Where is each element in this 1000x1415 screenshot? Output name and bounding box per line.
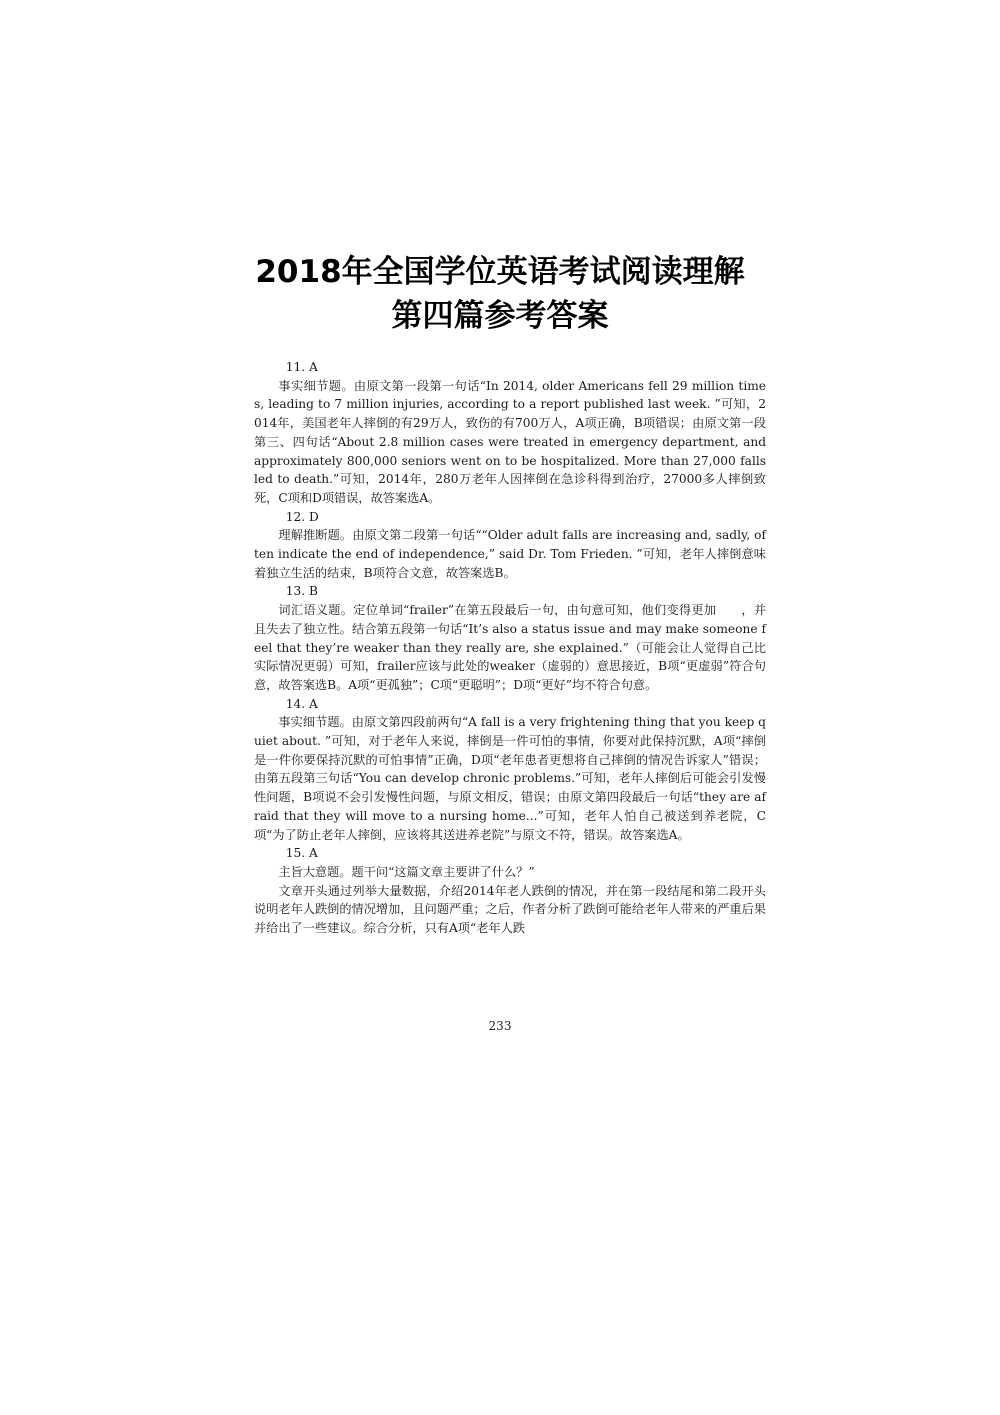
page-title-line-2: 第四篇参考答案 (391, 298, 609, 334)
page-number: 233 (488, 1019, 512, 1033)
answer-number-12: 12. D (285, 509, 319, 524)
answer-number-15: 15. A (285, 846, 318, 861)
page-title (0, 250, 1000, 338)
answer-content (254, 358, 766, 938)
page-title-line-1: 2018年全国学位英语考试阅读理解 (255, 254, 745, 290)
answer-explanation-15-continued: 文章开头通过列举大量数据，介绍2014年老人跌倒的情况，并在第一段结尾和第二段开头说明老年人跌倒的情况增加，且问题严重；之后，作者分析了跌倒可能给老年人带来的严重后果并给出了一些建议。综合分析，只有A项“老年人跌 (254, 883, 766, 936)
answer-explanation-11: 事实细节题。由原文第一段第一句话“In 2014, older Americans fell 29 million times, leading to 7 million injuries, according to a report published last week. ”可知，2014年，美国老年人摔倒的有29万人，致伤的有700万人，A项正确，B项错误；由原文第一段第三、四句话“About 2.8 million cases were treated in emergency department, and approximately 800,000 seniors went on to be hospitalized. More than 27,000 falls led to death.”可知，2014年，280万老年人因摔倒在急诊科得到治疗，27000多人摔倒致死，C项和D项错误，故答案选A。 (254, 378, 766, 505)
answer-explanation-15: 主旨大意题。题干问“这篇文章主要讲了什么？” (278, 864, 535, 879)
answer-number-13: 13. B (285, 584, 318, 599)
answer-number-11: 11. A (285, 360, 318, 374)
answer-explanation-13: 词汇语义题。定位单词“frailer”在第五段最后一句，由句意可知，他们变得更加 ，并且失去了独立性。结合第五段第一句话“It’s also a status issue and may make someone feel that they’re weaker than they really are, she explained.”（可能会让人觉得自己比实际情况更弱）可知，frailer应该与此处的weaker（虚弱的）意思接近，B项“更虚弱”符合句意，故答案选B。A项“更孤独”；C项“更聪明”；D项“更好”均不符合句意。 (254, 603, 766, 692)
answer-explanation-12: 理解推断题。由原文第二段第一句话““Older adult falls are increasing and, sadly, often indicate the end of independence,” said Dr. Tom Frieden. ”可知，老年人摔倒意味着独立生活的结束，B项符合文意，故答案选B。 (254, 528, 766, 580)
answer-explanation-14: 事实细节题。由原文第四段前两句“A fall is a very frightening thing that you keep quiet about. ”可知，对于老年人来说，摔倒是一件可怕的事情，你要对此保持沉默，A项“摔倒是一件你要保持沉默的可怕事情”正确，D项“老年患者更想将自己摔倒的情况告诉家人”错误；由第五段第三句话“You can develop chronic problems.”可知，老年人摔倒后可能会引发慢性问题，B项说不会引发慢性问题，与原文相反，错误；由原文第四段最后一句话“they are afraid that they will move to a nursing home...”可知，老年人怕自己被送到养老院，C项“为了防止老年人摔倒，应该将其送进养老院”与原文不符，错误。故答案选A。 (254, 715, 766, 842)
answer-number-14: 14. A (285, 696, 318, 711)
